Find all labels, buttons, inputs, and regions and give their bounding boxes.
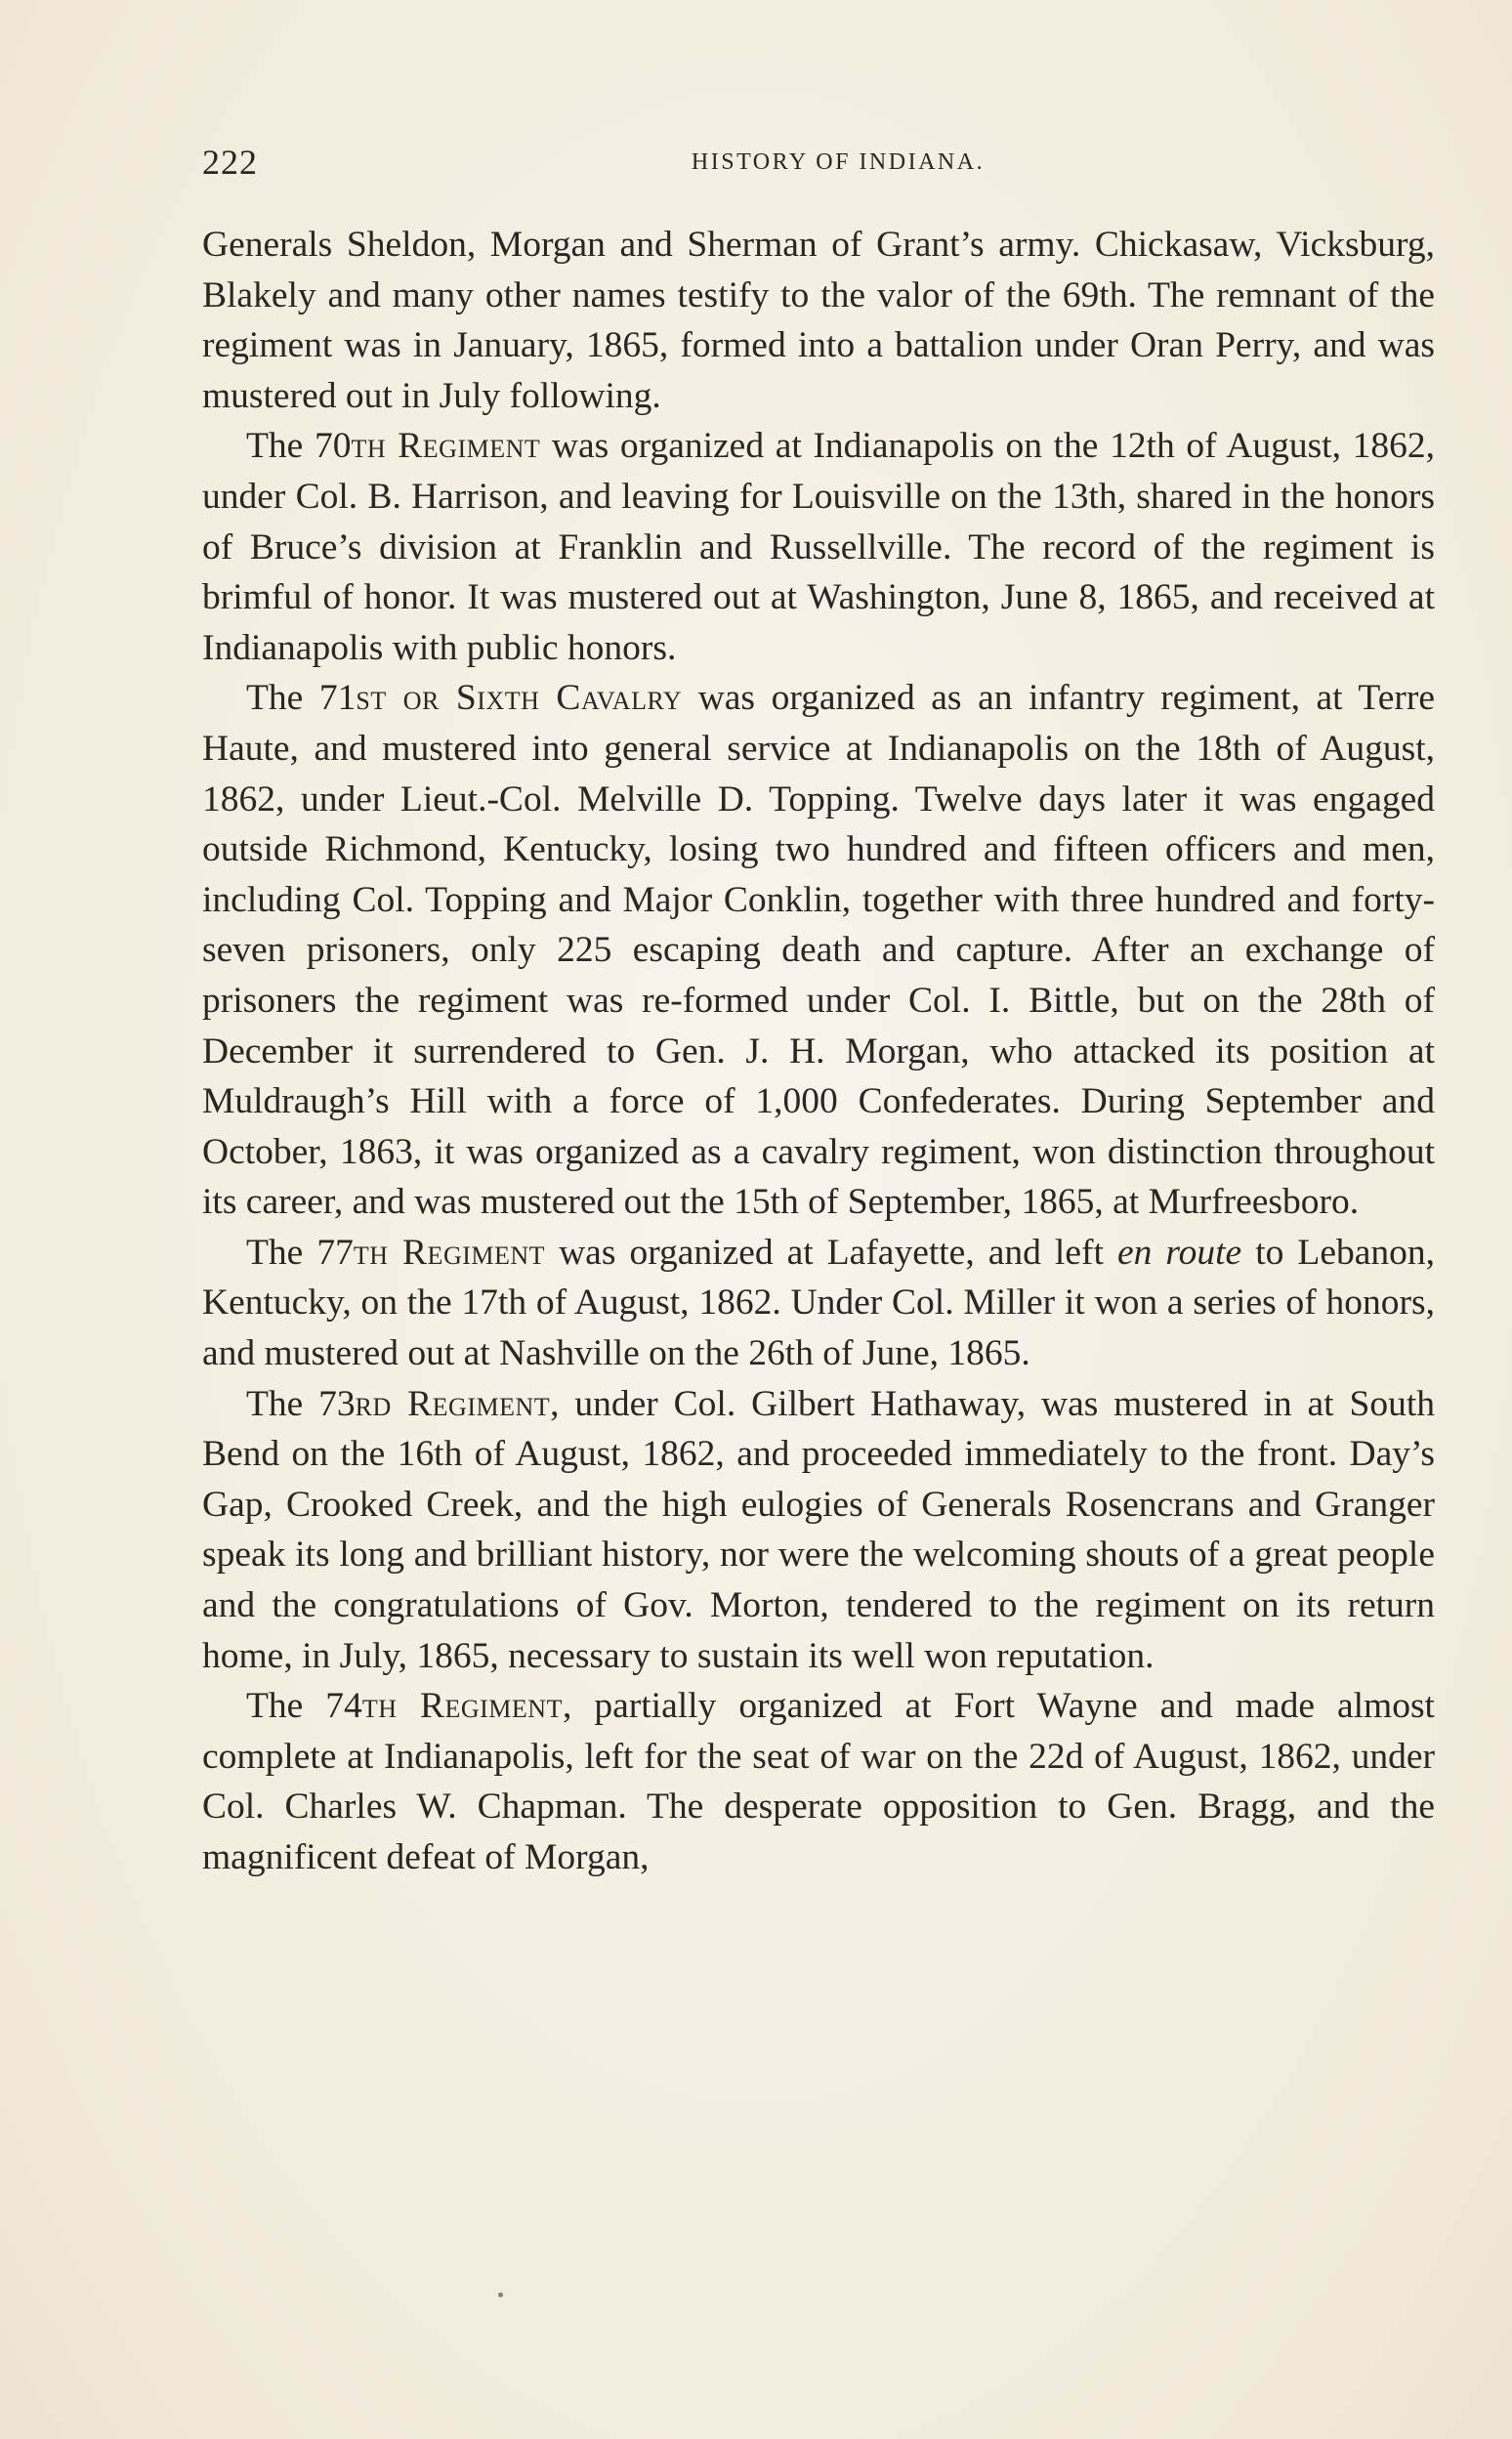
paragraph-text: , partially organized at Fort Wayne and made almost complete at Indianapolis, left for the seat of war on the 22d of August, 1862, under Col. Charles W. Chapman. The desperate opposition to Gen. Bragg, and the magnificent defeat of Morgan,: [202, 1686, 1435, 1877]
italic-phrase: en route: [1116, 1232, 1242, 1273]
regiment-heading: th Regiment: [361, 1686, 563, 1727]
paragraph-71st-regiment: [202, 673, 1435, 1228]
paragraph-77th-regiment: [202, 1228, 1435, 1379]
paragraph-text: was organized as an infantry regiment, at Terre Haute, and mustered into general service at Indianapolis on the 18th of August, 1862, under Lieut.-Col. Melville D. Topping. Twelve days later it was engaged outside Richmond, Kentucky, losing two hundred and fifteen officers and men, including Col. Topping and Major Conklin, together with three hundred and forty-seven prisoners, only 225 escaping death and capture. After an exchange of prisoners the regiment was re-formed under Col. I. Bittle, but on the 28th of December it surrendered to Gen. J. H. Morgan, who attacked its position at Muldraugh’s Hill with a force of 1,000 Confederates. During September and October, 1863, it was organized as a cavalry regiment, won distinction throughout its career, and was mustered out the 15th of September, 1865, at Murfreesboro.: [202, 678, 1435, 1223]
paragraph-text: , under Col. Gilbert Hathaway, was mustered in at South Bend on the 16th of August, 1862, and proceeded immediately to the front. Day’s Gap, Crooked Creek, and the high eulogies of Generals Rosencrans and Granger speak its long and brilliant history, nor were the welcoming shouts of a great people and the congratulations of Gov. Morton, tendered to the regiment on its return home, in July, 1865, necessary to sustain its well won reputation.: [202, 1383, 1435, 1676]
regiment-heading: th Regiment: [351, 426, 541, 467]
running-title: HISTORY OF INDIANA.: [691, 149, 986, 175]
paragraph-text: was organized at Indianapolis on the 12th of August, 1862, under Col. B. Harrison, and leaving for Louisville on the 13th, shared in the honors of Bruce’s division at Franklin and Russellville. The record of the regiment is brimful of honor. It was mustered out at Washington, June 8, 1865, and received at Indianapolis with public honors.: [202, 426, 1435, 668]
paragraph-73rd-regiment: [202, 1379, 1435, 1682]
paragraph-lead: The 73: [246, 1383, 356, 1424]
paragraph-74th-regiment: [202, 1681, 1435, 1882]
page-number: 222: [202, 143, 258, 182]
page-header: [202, 142, 1435, 200]
paragraph-text-continued: to Lebanon, Kentucky, on the 17th of August, 1862. Under Col. Miller it won a series of honors, and mustered out at Nashville on the 26th of June, 1865.: [202, 1232, 1435, 1374]
paper-speck: [498, 2292, 503, 2297]
regiment-heading: th Regiment: [353, 1232, 546, 1273]
paragraph-lead: The 74: [246, 1686, 362, 1727]
paragraph-lead: The 77: [246, 1232, 354, 1273]
paragraph-69th-continued: [202, 220, 1435, 421]
paragraph-text: Generals Sheldon, Morgan and Sherman of Grant’s army. Chickasaw, Vicksburg, Blakely and many other names testify to the valor of the 69th. The remnant of the regiment was in January, 1865, formed into a battalion under Oran Perry, and was mustered out in July following.: [202, 225, 1435, 416]
regiment-heading: st or Sixth Cavalry: [356, 678, 683, 719]
paragraph-lead: The 71: [246, 678, 357, 719]
regiment-heading: rd Regiment: [355, 1383, 551, 1424]
paragraph-lead: The 70: [246, 426, 352, 467]
paragraph-70th-regiment: [202, 421, 1435, 673]
body-text: [202, 220, 1435, 1883]
paragraph-text: was organized at Lafayette, and left: [545, 1232, 1117, 1273]
